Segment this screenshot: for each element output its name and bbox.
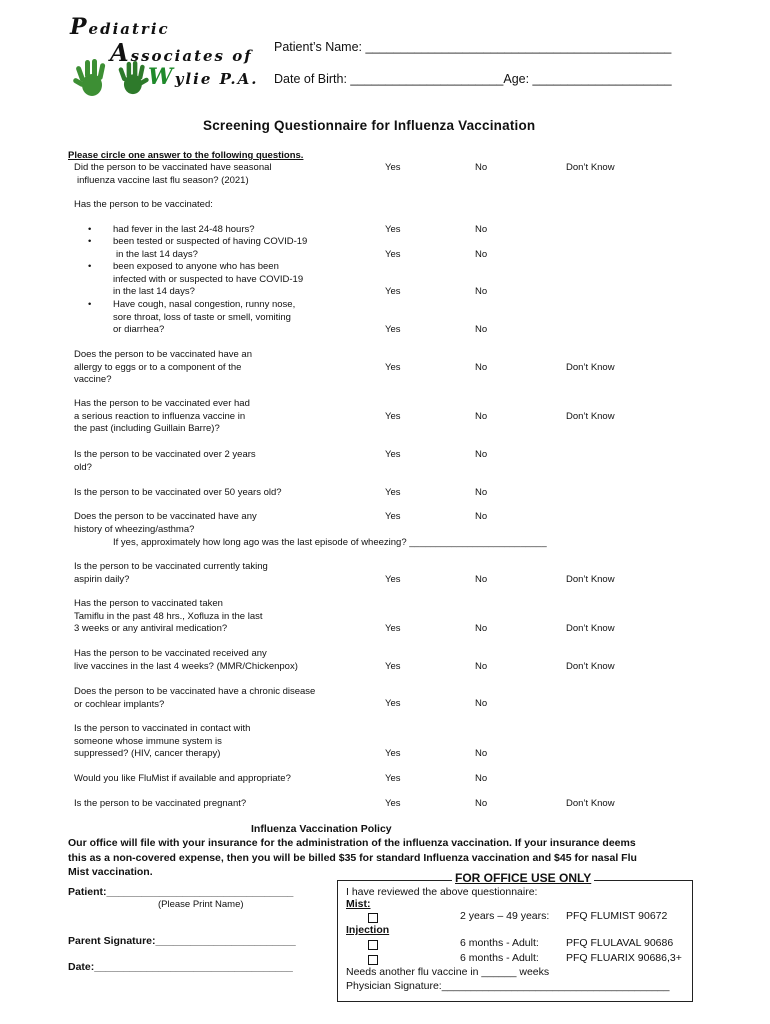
checkbox-icon[interactable] [368, 940, 378, 950]
print-name-label: (Please Print Name) [158, 899, 244, 910]
answer-no[interactable]: No [475, 324, 488, 335]
answer-dont-know[interactable]: Don’t Know [566, 798, 615, 809]
answer-yes[interactable]: Yes [385, 623, 401, 634]
question-6: Is the person to be vaccinated over 50 years old? [74, 487, 282, 498]
question-7: Does the person to be vaccinated have any history of wheezing/asthma? [74, 511, 257, 535]
answer-no[interactable]: No [475, 411, 488, 422]
answer-no[interactable]: No [475, 487, 488, 498]
patient-signature-field[interactable]: Patient:________________________________ [68, 886, 294, 898]
question-9: Has the person to vaccinated taken Tamiflu in the past 48 hrs., Xofluza in the last 3 weeks or any antiviral medication? [74, 598, 263, 635]
injection-1-product: PFQ FLULAVAL 90686 [566, 937, 674, 949]
policy-text: Our office will file with your insurance for the administration of the influenza vaccination. If your insurance deems this as a non-covered expense, then you will be billed $35 for standard Influenza vaccination and $45 for nasal Flu Mist vaccination. [68, 837, 637, 878]
answer-yes[interactable]: Yes [385, 748, 401, 759]
answer-no[interactable]: No [475, 286, 488, 297]
policy-heading: Influenza Vaccination Policy [251, 823, 392, 835]
logo-line-2: Associates of [110, 38, 253, 67]
wheezing-followup-field[interactable]: If yes, approximately how long ago was the last episode of wheezing? __________________________ [113, 537, 547, 548]
checkbox-icon[interactable] [368, 955, 378, 965]
patient-name-field[interactable]: Patient’s Name: ____________________________________________ [274, 40, 672, 54]
answer-yes[interactable]: Yes [385, 574, 401, 585]
answer-no[interactable]: No [475, 698, 488, 709]
question-3: Does the person to be vaccinated have an allergy to eggs or to a component of the vaccine? [74, 349, 252, 386]
checkbox-icon[interactable] [368, 913, 378, 923]
date-of-birth-field[interactable]: Date of Birth: ______________________Age: ____________________ [274, 72, 672, 86]
answer-dont-know[interactable]: Don’t Know [566, 661, 615, 672]
logo-line-3: Wylie P.A. [148, 64, 259, 90]
answer-yes[interactable]: Yes [385, 798, 401, 809]
answer-yes[interactable]: Yes [385, 698, 401, 709]
injection-2-product: PFQ FLUARIX 90686,3+ [566, 952, 682, 964]
question-1: Did the person to be vaccinated have seasonal influenza vaccine last flu season? (2021) [74, 162, 272, 186]
answer-yes[interactable]: Yes [385, 362, 401, 373]
answer-no[interactable]: No [475, 224, 488, 235]
question-2: Has the person to be vaccinated: [74, 199, 213, 210]
answer-no[interactable]: No [475, 162, 488, 173]
answer-dont-know[interactable]: Don’t Know [566, 411, 615, 422]
question-4: Has the person to be vaccinated ever had a serious reaction to influenza vaccine in the past (including Guillain Barre)? [74, 398, 250, 435]
parent-signature-field[interactable]: Parent Signature:________________________ [68, 935, 296, 947]
answer-no[interactable]: No [475, 661, 488, 672]
question-14: Is the person to be vaccinated pregnant? [74, 798, 247, 809]
answer-no[interactable]: No [475, 773, 488, 784]
answer-yes[interactable]: Yes [385, 324, 401, 335]
answer-yes[interactable]: Yes [385, 286, 401, 297]
instructions: Please circle one answer to the following questions. [68, 150, 304, 161]
answer-yes[interactable]: Yes [385, 487, 401, 498]
answer-yes[interactable]: Yes [385, 661, 401, 672]
another-vaccine-field[interactable]: Needs another flu vaccine in ______ weeks [346, 966, 550, 978]
answer-dont-know[interactable]: Don’t Know [566, 623, 615, 634]
list-item: • been exposed to anyone who has been infected with or suspected to have COVID-19 in the last 14 days? [113, 261, 303, 299]
office-use-heading: FOR OFFICE USE ONLY [452, 871, 594, 885]
answer-yes[interactable]: Yes [385, 249, 401, 260]
mist-product: PFQ FLUMIST 90672 [566, 910, 668, 922]
mist-age-range: 2 years – 49 years: [460, 910, 550, 922]
question-13: Would you like FluMist if available and appropriate? [74, 773, 291, 784]
answer-no[interactable]: No [475, 798, 488, 809]
injection-1-age-range: 6 months - Adult: [460, 937, 539, 949]
list-item: • had fever in the last 24-48 hours? [113, 224, 255, 237]
answer-no[interactable]: No [475, 748, 488, 759]
answer-dont-know[interactable]: Don’t Know [566, 162, 615, 173]
answer-no[interactable]: No [475, 449, 488, 460]
list-item: • been tested or suspected of having COVID-19 in the last 14 days? [113, 236, 307, 261]
logo-line-1: Pediatric [70, 14, 170, 40]
answer-yes[interactable]: Yes [385, 449, 401, 460]
date-field[interactable]: Date:__________________________________ [68, 961, 293, 973]
answer-yes[interactable]: Yes [385, 773, 401, 784]
answer-no[interactable]: No [475, 574, 488, 585]
answer-no[interactable]: No [475, 249, 488, 260]
answer-no[interactable]: No [475, 362, 488, 373]
question-10: Has the person to be vaccinated received any live vaccines in the last 4 weeks? (MMR/Chickenpox) [74, 648, 298, 672]
injection-2-age-range: 6 months - Adult: [460, 952, 539, 964]
answer-no[interactable]: No [475, 511, 488, 522]
answer-yes[interactable]: Yes [385, 511, 401, 522]
physician-signature-field[interactable]: Physician Signature:_______________________________________ [346, 980, 670, 992]
answer-dont-know[interactable]: Don’t Know [566, 574, 615, 585]
question-8: Is the person to be vaccinated currently taking aspirin daily? [74, 561, 268, 585]
office-reviewed: I have reviewed the above questionnaire: [346, 886, 538, 898]
page-title: Screening Questionnaire for Influenza Vaccination [203, 118, 536, 133]
answer-no[interactable]: No [475, 623, 488, 634]
answer-yes[interactable]: Yes [385, 162, 401, 173]
question-11: Does the person to be vaccinated have a chronic disease or cochlear implants? [74, 686, 316, 710]
question-5: Is the person to be vaccinated over 2 years old? [74, 449, 256, 473]
question-12: Is the person to vaccinated in contact with someone whose immune system is suppressed? (HIV, cancer therapy) [74, 723, 251, 760]
hand-print-icon [72, 58, 110, 98]
injection-label: Injection [346, 924, 390, 936]
mist-label: Mist: [346, 898, 371, 910]
answer-yes[interactable]: Yes [385, 411, 401, 422]
answer-dont-know[interactable]: Don’t Know [566, 362, 615, 373]
answer-yes[interactable]: Yes [385, 224, 401, 235]
list-item: • Have cough, nasal congestion, runny nose, sore throat, loss of taste or smell, vomiting or diarrhea? [113, 299, 295, 337]
